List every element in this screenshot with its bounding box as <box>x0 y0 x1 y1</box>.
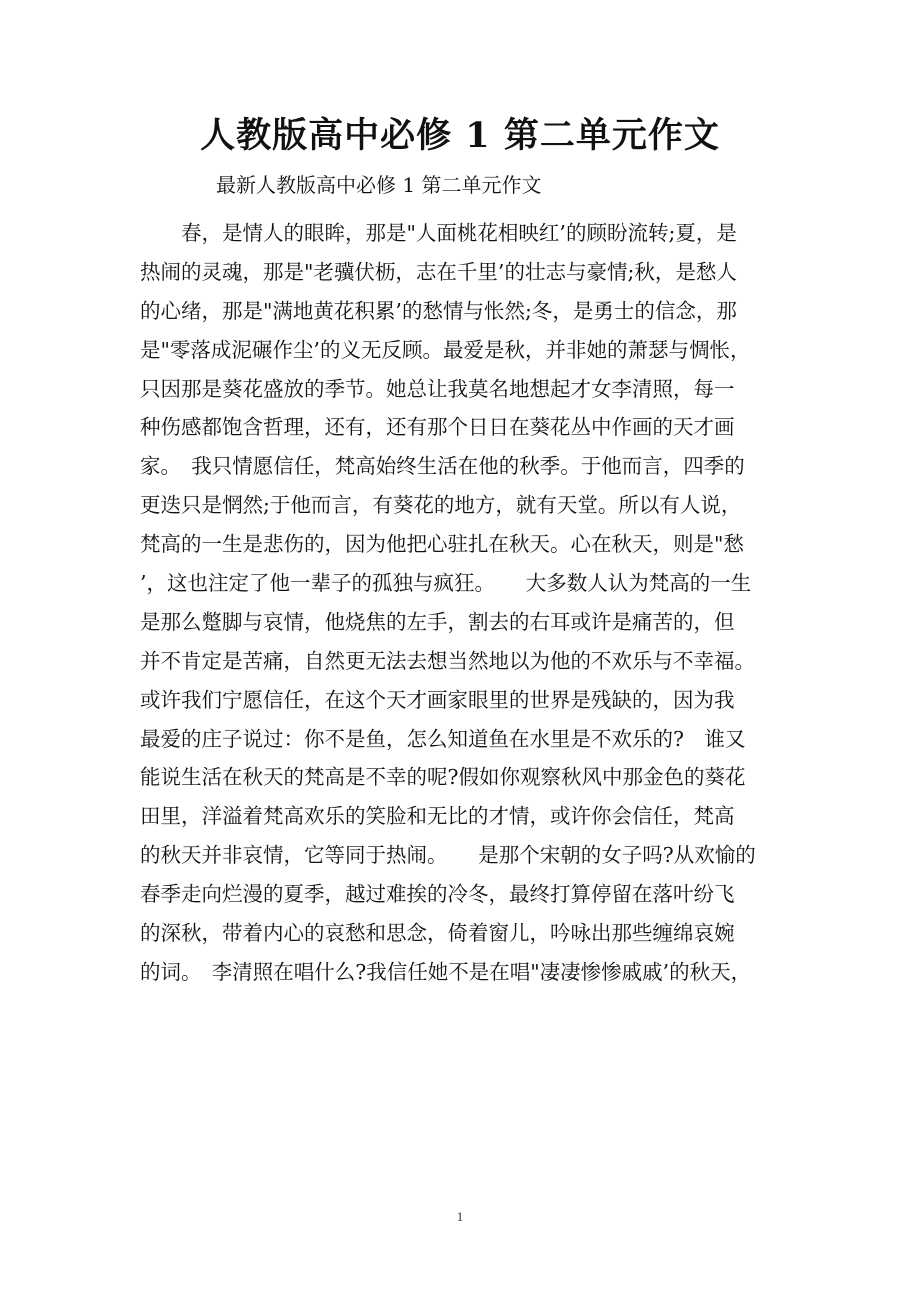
document-subtitle: 最新人教版高中必修 1 第二单元作文 <box>216 173 542 197</box>
essay-line: 并不肯定是苦痛，自然更无法去想当然地以为他的不欢乐与不幸福。 <box>140 648 755 673</box>
essay-body <box>140 214 780 992</box>
essay-line: 春，是情人的眼眸，那是"人面桃花相映红’的顾盼流转;夏，是 <box>140 221 737 245</box>
essay-line: 是"零落成泥碾作尘’的义无反顾。最爱是秋，并非她的萧瑟与惆怅， <box>140 337 751 362</box>
essay-line: 田里，洋溢着梵高欢乐的笑脸和无比的才情，或许你会信任，梵高 <box>140 804 735 829</box>
essay-line: 的深秋，带着内心的哀愁和思念，倚着窗儿，吟咏出那些缠绵哀婉 <box>140 921 735 946</box>
essay-line: 只因那是葵花盛放的季节。她总让我莫名地想起才女李清照，每一 <box>140 376 735 401</box>
document-title: 人教版高中必修 1 第二单元作文 <box>200 115 720 156</box>
essay-line: 的秋天并非哀情，它等同于热闹。 是那个宋朝的女子吗?从欢愉的 <box>140 843 756 868</box>
essay-line: 种伤感都饱含哲理，还有，还有那个日日在葵花丛中作画的天才画 <box>140 415 735 440</box>
essay-line: 更迭只是惘然;于他而言，有葵花的地方，就有天堂。所以有人说， <box>140 493 742 518</box>
essay-line: 热闹的灵魂，那是"老骥伏枥，志在千里’的壮志与豪情;秋，是愁人 <box>140 259 737 284</box>
page-number: 1 <box>456 1209 464 1224</box>
essay-line: 是那么蹩脚与哀情，他烧焦的左手，割去的右耳或许是痛苦的，但 <box>140 609 735 634</box>
essay-line: 的词。 李清照在唱什么?我信任她不是在唱"凄凄惨惨戚戚’的秋天， <box>140 959 752 984</box>
essay-line: 梵高的一生是悲伤的，因为他把心驻扎在秋天。心在秋天，则是"愁 <box>140 532 744 557</box>
essay-line: 最爱的庄子说过：你不是鱼，怎么知道鱼在水里是不欢乐的? 谁又 <box>140 726 746 751</box>
essay-line: 的心绪，那是"满地黄花积累’的愁情与怅然;冬，是勇士的信念，那 <box>140 298 737 323</box>
essay-line: 春季走向烂漫的夏季，越过难挨的冷冬，最终打算停留在落叶纷飞 <box>140 882 735 907</box>
essay-line: 能说生活在秋天的梵高是不幸的呢?假如你观察秋风中那金色的葵花 <box>140 765 746 790</box>
essay-line: 家。 我只情愿信任，梵高始终生活在他的秋季。于他而言，四季的 <box>140 454 745 479</box>
essay-line: ’，这也注定了他一辈子的孤独与疯狂。 大多数人认为梵高的一生 <box>140 571 752 596</box>
essay-line: 或许我们宁愿信任，在这个天才画家眼里的世界是残缺的，因为我 <box>140 687 735 712</box>
